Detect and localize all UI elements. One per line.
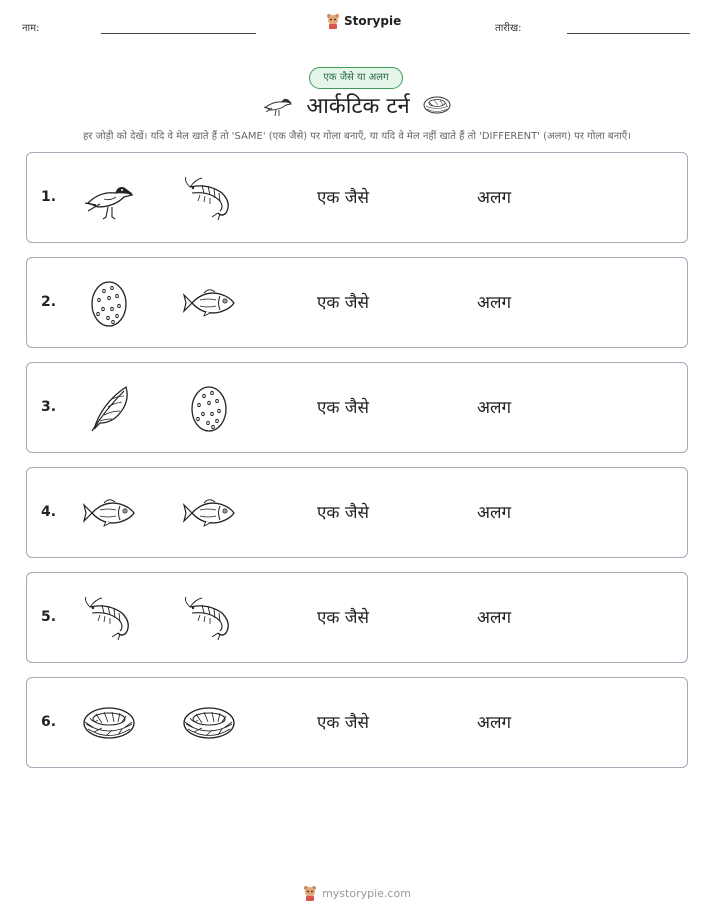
same-option[interactable]: एक जैसे — [317, 293, 369, 313]
brand-logo — [326, 13, 401, 29]
different-option[interactable]: अलग — [477, 293, 512, 313]
row-number: 2. — [41, 294, 57, 310]
footer — [0, 885, 714, 901]
shrimp-icon — [182, 173, 236, 223]
fish-icon — [182, 488, 236, 538]
different-option[interactable]: अलग — [477, 188, 512, 208]
pair-row — [26, 572, 688, 663]
shrimp-icon — [82, 593, 136, 643]
brand-name: Storypie — [344, 14, 402, 28]
pair-row — [26, 467, 688, 558]
pair-row — [26, 257, 688, 348]
tern-bird-icon — [262, 91, 294, 119]
same-option[interactable]: एक जैसे — [317, 713, 369, 733]
row-number: 5. — [41, 609, 57, 625]
name-line[interactable] — [101, 33, 256, 34]
fish-icon — [182, 278, 236, 328]
egg-icon — [82, 278, 136, 328]
pair-row — [26, 677, 688, 768]
date-label: तारीख: — [495, 23, 522, 34]
nest-icon — [182, 698, 236, 748]
worksheet-type-badge: एक जैसे या अलग — [309, 67, 403, 89]
date-line[interactable] — [567, 33, 690, 34]
row-number: 1. — [41, 189, 57, 205]
nest-icon — [422, 94, 452, 116]
storypie-mascot-icon — [303, 885, 317, 901]
different-option[interactable]: अलग — [477, 608, 512, 628]
instructions-text: हर जोड़ी को देखें। यदि वे मेल खाते हैं तो 'SAME' (एक जैसे) पर गोला बनाएँ, या यदि वे मेल नहीं खाते हैं तो 'DIFFERENT' (अलग) पर गोला बनाएँ। — [82, 131, 632, 142]
pair-row — [26, 362, 688, 453]
different-option[interactable]: अलग — [477, 713, 512, 733]
fish-icon — [82, 488, 136, 538]
shrimp-icon — [182, 593, 236, 643]
footer-url: mystorypie.com — [322, 886, 411, 900]
storypie-mascot-icon — [326, 13, 340, 29]
row-number: 6. — [41, 714, 57, 730]
name-label: नाम: — [22, 23, 40, 34]
tern-bird-icon — [82, 173, 136, 223]
pair-row — [26, 152, 688, 243]
same-option[interactable]: एक जैसे — [317, 608, 369, 628]
different-option[interactable]: अलग — [477, 503, 512, 523]
egg-icon — [182, 383, 236, 433]
different-option[interactable]: अलग — [477, 398, 512, 418]
same-option[interactable]: एक जैसे — [317, 188, 369, 208]
same-option[interactable]: एक जैसे — [317, 503, 369, 523]
row-number: 4. — [41, 504, 57, 520]
same-option[interactable]: एक जैसे — [317, 398, 369, 418]
feather-icon — [82, 383, 136, 433]
page-title: आर्कटिक टर्न — [306, 94, 410, 119]
nest-icon — [82, 698, 136, 748]
row-number: 3. — [41, 399, 57, 415]
